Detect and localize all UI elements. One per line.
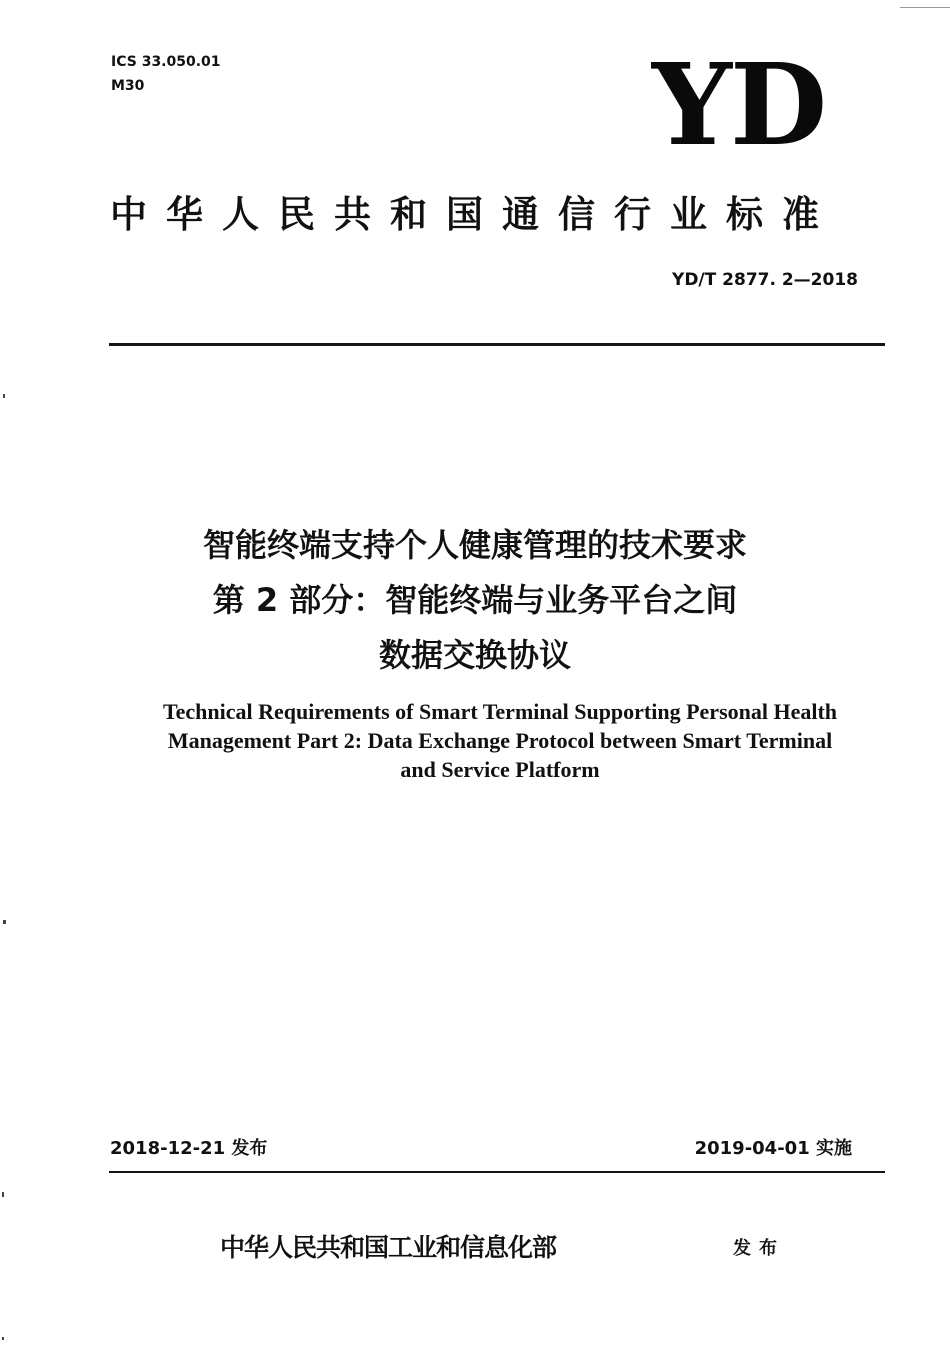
issue-date: 2018-12-21 发布	[110, 1138, 268, 1159]
issue-label: 发布	[733, 1238, 785, 1259]
top-divider	[109, 343, 885, 346]
chinese-title	[0, 518, 950, 683]
bottom-divider	[109, 1171, 885, 1173]
english-title-line-1: Technical Requirements of Smart Terminal Supporting Personal Health	[162, 699, 838, 724]
scan-artifact-left-3	[2, 1192, 4, 1197]
ics-code: ICS 33.050.01	[111, 54, 221, 70]
chinese-title-line-1: 智能终端支持个人健康管理的技术要求	[202, 526, 747, 564]
scan-artifact-top-right	[900, 7, 950, 8]
chinese-title-line-3: 数据交换协议	[378, 636, 571, 674]
scan-artifact-left-2	[3, 920, 6, 924]
standard-number: YD/T 2877. 2—2018	[672, 270, 858, 290]
chinese-title-line-2: 第 2 部分：智能终端与业务平台之间	[212, 581, 738, 619]
scan-artifact-left-4	[2, 1337, 4, 1340]
yd-logo: YD	[652, 40, 826, 171]
implementation-date: 2019-04-01 实施	[694, 1138, 852, 1159]
scan-artifact-left-1	[3, 394, 5, 398]
english-title-line-3: and Service Platform	[400, 757, 600, 782]
english-title	[80, 697, 920, 784]
industry-standard-title: 中华人民共和国通信行业标准	[110, 193, 838, 236]
ccs-code: M30	[111, 78, 145, 94]
classification-codes	[111, 50, 221, 98]
issuing-authority: 中华人民共和国工业和信息化部	[220, 1233, 557, 1262]
english-title-line-2: Management Part 2: Data Exchange Protocol between Smart Terminal	[167, 728, 833, 753]
